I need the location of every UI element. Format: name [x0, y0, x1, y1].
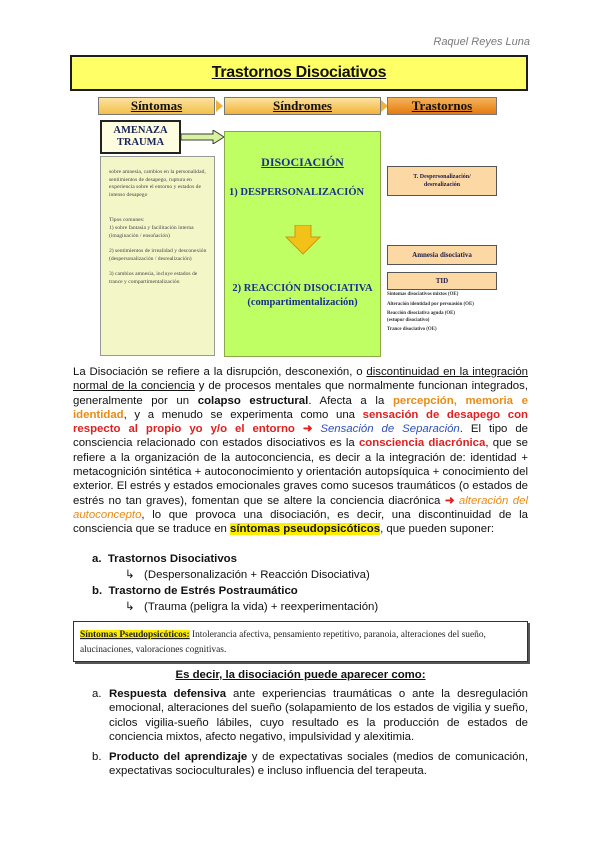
symptoms-types: Tipos comunes: [109, 217, 145, 224]
disociacion-box [224, 131, 381, 357]
highlight-red: sensación de desapego con respecto al propio yo y/o el entorno ➜ [73, 408, 528, 436]
highlight-orange-italic: alteración del autoconcepto [73, 494, 529, 521]
appearance-list [92, 687, 528, 785]
text-run: . El tipo de consciencia relacionado con estados disociativos es la [73, 423, 529, 450]
list-marker: b. [92, 585, 103, 597]
tid-list [387, 292, 499, 337]
text-run: , lo que provoca una disociación, es decir, una discontinuidad de la consciencia que se traduce en [73, 508, 528, 536]
amenaza-trauma-box [100, 120, 181, 154]
box-label: Síntomas Pseudopsicóticos: [80, 630, 190, 640]
header-trastornos: Trastornos [387, 97, 497, 115]
text-run: , que pueden suponer: [380, 523, 495, 536]
reaccion-line2: (compartimentalización) [247, 297, 358, 308]
tid-list-item: Alteración identidad por persuasión (OE) [387, 301, 474, 307]
list-item [92, 551, 522, 567]
list-item-title: Producto del aprendizaje [109, 751, 248, 764]
page-title: Trastornos Disociativos [211, 64, 387, 81]
list-item [92, 750, 528, 779]
list-subitem [92, 567, 522, 583]
list-item-title: Trastorno de Estrés Postraumático [108, 585, 298, 597]
highlight-blue: Sensación de Separación [312, 423, 460, 436]
amenaza-label: AMENAZA [113, 125, 168, 136]
list-subitem-text: (Despersonalización + Reacción Disociativa) [144, 569, 370, 581]
header-sindromes: Síndromes [224, 97, 381, 115]
symptoms-text-4: 3) cambios amnesia, incluye estados de trance y compartimentalización [109, 271, 198, 285]
text-run: , que se refiere a la organización de la autoconciencia, es decir a la integración de: identidad + metacognición sintética + autoconocimiento y orientación autopsíquica + conocimiento del exterior. El estrés y estados emocionales graves como sucesos traumáticos (o estados de estrés no tan graves), fomentan que se altere la conciencia diacrónica [73, 437, 528, 507]
arrow-right-icon [216, 100, 223, 112]
pseudopsychotic-box [73, 621, 528, 662]
amnesia-disociativa-box: Amnesia disociativa [387, 245, 497, 265]
trauma-label: TRAUMA [116, 137, 165, 148]
list-subitem [92, 599, 522, 615]
underlined-text: discontinuidad en la integración normal de la conciencia [73, 366, 528, 393]
down-arrow-icon [285, 225, 321, 255]
text-run: , y a menudo se experimenta como una [123, 408, 363, 421]
sub-arrow-icon: ↳ [125, 601, 135, 613]
list-marker: a. [92, 688, 102, 700]
list-item [92, 687, 528, 744]
list-item [92, 583, 522, 599]
disociacion-title: DISOCIACIÓN [261, 155, 344, 169]
author-name: Raquel Reyes Luna [433, 36, 530, 48]
list-item-text: ante experiencias traumáticas o ante la desregulación emocional, alteraciones del sueño (solapamiento de los estados de vigilia y sueño, ciclos vigilia-sueño lábiles, cuyo resultado es la producción de estados de conciencia mixtos, afecto negativo, impulsividad y alexitimia. [109, 688, 528, 743]
trastorno-despers-line1: T. Despersonalización/ [413, 174, 471, 180]
tid-list-item: (estupor disociativo) [387, 317, 430, 323]
tid-list-item: Trance disociativo (OE) [387, 327, 437, 332]
tid-box: TID [387, 272, 497, 290]
list-item-title: Respuesta defensiva [109, 688, 227, 700]
sub-arrow-icon: ↳ [125, 569, 135, 581]
trastorno-despers-line2: desrealización [423, 182, 461, 188]
section-heading: Es decir, la disociación puede aparecer como: [175, 669, 426, 681]
list-subitem-text: (Trauma (peligra la vida) + reexperimentación) [144, 601, 379, 613]
list-marker: b. [92, 751, 102, 764]
text-run: y de procesos mentales que normalmente funcionan integrados, generalmente por un [73, 380, 528, 407]
trastorno-despersonalizacion-box [387, 166, 497, 196]
symptoms-text-3: 2) sentimientos de irrealidad y desconexión (despersonalización / desrealización) [109, 248, 207, 262]
text-run: . Afecta a la [308, 394, 393, 407]
disorders-list [92, 551, 522, 615]
highlight-red: consciencia diacrónica [358, 437, 486, 450]
symptoms-text-2: 1) sobre fantasía y facilitación interna (imaginación / ensoñación) [109, 224, 194, 239]
list-item-text: y de expectativas sociales (medios de comunicación, expectativas socioculturales) e incluso influencia del terapeuta. [109, 751, 528, 778]
list-item-title: Trastornos Disociativos [107, 553, 237, 565]
tid-list-item: Síntomas disociativos mixtos (OE) [387, 292, 459, 297]
tid-list-item: Reacción disociativa aguda (OE) [387, 311, 456, 316]
symptoms-panel [100, 156, 215, 356]
highlight-orange: percepción, memoria e identidad [73, 394, 528, 421]
reaccion-line1: 2) REACCIÓN DISOCIATIVA [232, 283, 373, 294]
main-paragraph [73, 365, 528, 537]
reaccion-disociativa-item [225, 282, 380, 310]
title-banner [70, 55, 528, 91]
green-arrow-icon [181, 130, 225, 144]
symptoms-text-1: sobre amnesia, cambios en la personalidad, sentimientos de desapego, ruptura en experiencia sobre el entorno y estados de intenso desapego [109, 169, 206, 198]
list-marker: a. [92, 553, 102, 565]
arrow-icon: ➜ [444, 494, 455, 507]
bold-text: colapso estructural [197, 394, 309, 407]
header-sintomas: Síntomas [98, 97, 215, 115]
text-run: La Disociación se refiere a la disrupción, desconexión, o [73, 366, 367, 378]
box-text: Intolerancia afectiva, pensamiento repetitivo, paranoia, alteraciones del sueño, alucinaciones, valoraciones cognitivas. [80, 630, 486, 655]
highlight-yellow: síntomas pseudopsicóticos [230, 523, 381, 536]
despersonalizacion-item: 1) DESPERSONALIZACIÓN [229, 187, 365, 198]
